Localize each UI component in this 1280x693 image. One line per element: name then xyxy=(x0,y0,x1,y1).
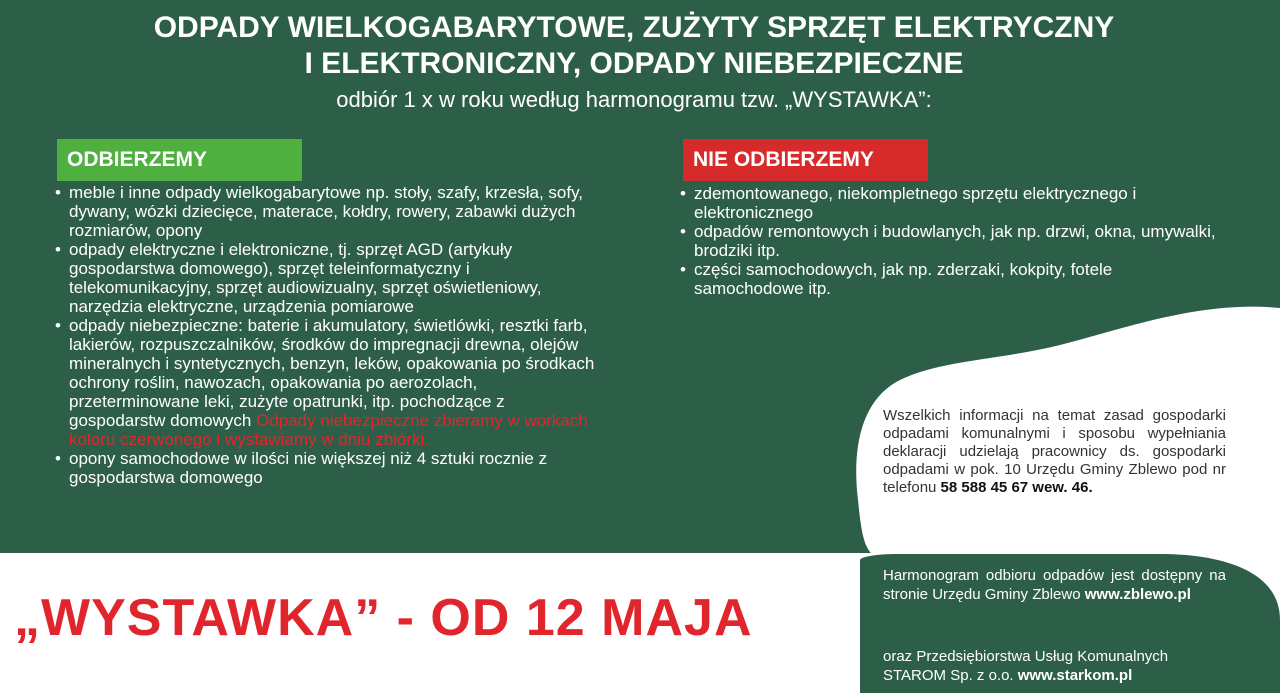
rejected-badge: NIE ODBIERZEMY xyxy=(683,139,928,181)
list-item: • odpady elektryczne i elektroniczne, tj. sprzęt AGD (artykuły gospodarstwa domowego), sprzęt teleinformatyczny i telekomunikacyjny, sprzęt audiowizualny, sprzęt oświetleniowy, narzędzia elektryczne, urządzenia pomiarowe xyxy=(55,240,595,316)
info-text xyxy=(883,407,1226,497)
hazard-note: Odpady niebezpieczne zbieramy w workach koloru czerwonego i wystawiamy w dniu zbiórki. xyxy=(69,411,588,449)
list-item: • części samochodowych, jak np. zderzaki, kokpity, fotele samochodowe itp. xyxy=(680,260,1220,298)
accepted-badge: ODBIERZEMY xyxy=(57,139,302,181)
info-body: Wszelkich informacji na temat zasad gospodarki odpadami komunalnymi i sposobu wypełniania deklaracji udzielają pracownicy ds. gospodarki odpadami w pok. 10 Urzędu Gminy Zblewo pod nr telefonu xyxy=(883,407,1226,496)
list-item: • opony samochodowe w ilości nie większej niż 4 sztuki rocznie z gospodarstwa domowego xyxy=(55,449,595,487)
schedule-body: Harmonogram odbioru odpadów jest dostępny na stronie Urzędu Gminy Zblewo xyxy=(883,567,1226,603)
schedule-text xyxy=(883,566,1226,604)
subtitle: odbiór 1 x w roku według harmonogramu tzw. „WYSTAWKA”: xyxy=(336,87,932,112)
phone-number: 58 588 45 67 wew. 46. xyxy=(940,479,1093,496)
title-line-1: ODPADY WIELKOGABARYTOWE, ZUŻYTY SPRZĘT ELEKTRYCZNY xyxy=(153,11,1115,44)
list-item: • meble i inne odpady wielkogabarytowe np. stoły, szafy, krzesła, sofy, dywany, wózki dziecięce, materace, kołdry, rowery, zabawki dużych rozmiarów, opony xyxy=(55,183,595,240)
starkom-link[interactable]: www.starkom.pl xyxy=(1017,667,1133,684)
list-item: • zdemontowanego, niekompletnego sprzętu elektrycznego i elektronicznego xyxy=(680,184,1220,222)
list-item: • odpadów remontowych i budowlanych, jak np. drzwi, okna, umywalki, brodziki itp. xyxy=(680,222,1220,260)
list-item-text: odpady niebezpieczne: baterie i akumulatory, świetlówki, resztki farb, lakierów, rozpuszczalników, środków do impregnacji drewna, olejów mineralnych i syntetycznych, benzyn, leków, opakowania po środkach ochrony roślin, nawozach, opakowania po aerozolach, przeterminowane leki, zużyte opatrunki, itp. pochodzące z gospodarstw domowych xyxy=(69,316,595,430)
zblewo-link[interactable]: www.zblewo.pl xyxy=(1084,586,1191,603)
schedule-body-2: oraz Przedsiębiorstwa Usług Komunalnych STAROM Sp. z o.o. xyxy=(883,648,1169,684)
schedule-text-2 xyxy=(883,647,1226,685)
wystawka-banner: „WYSTAWKA” - OD 12 MAJA xyxy=(14,589,753,647)
title-line-2: I ELEKTRONICZNY, ODPADY NIEBEZPIECZNE xyxy=(304,47,964,80)
